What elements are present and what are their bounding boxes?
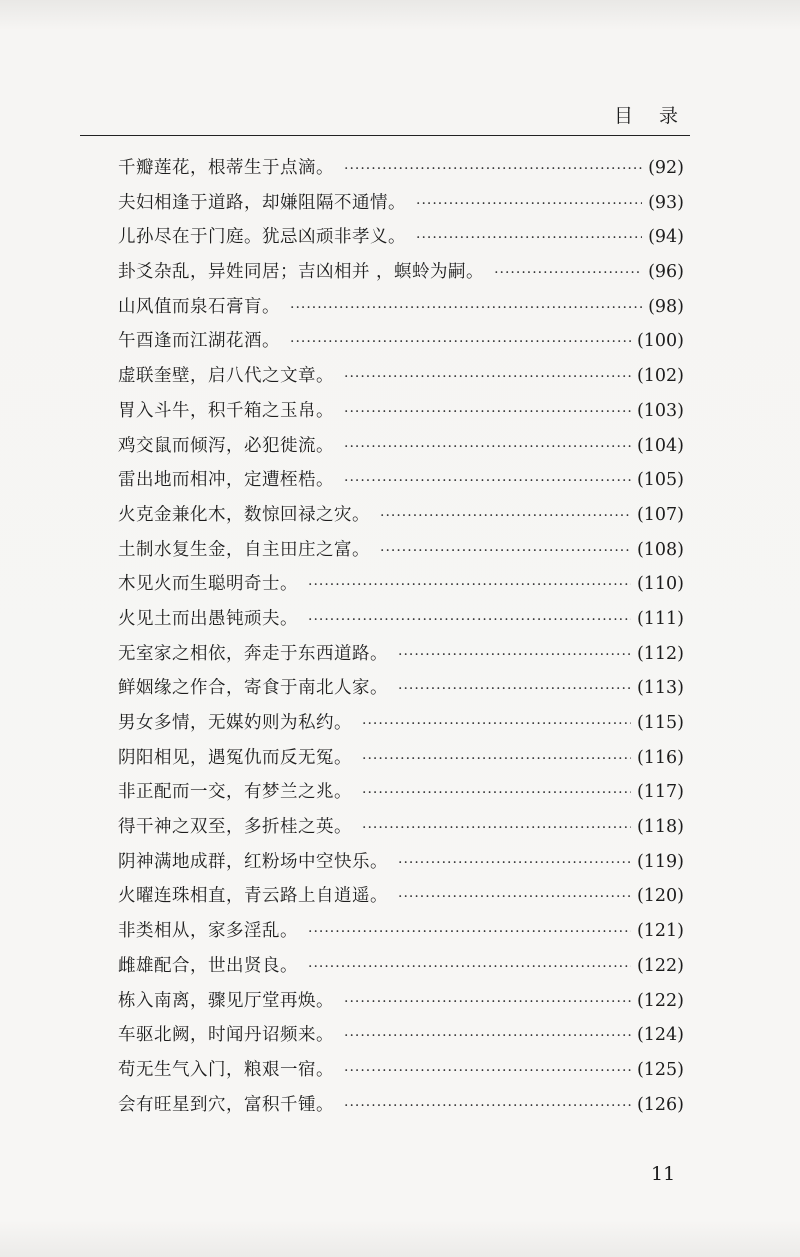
toc-entry-page: (122): [636, 955, 684, 976]
dot-leader: [398, 880, 631, 915]
toc-entry-title: 阴阳相见，遇冤仇而反无冤。: [118, 747, 352, 768]
dot-leader: [416, 187, 642, 222]
dot-leader: [344, 395, 631, 430]
toc-entry[interactable]: [118, 810, 684, 845]
toc-entry-page: (117): [636, 782, 684, 803]
dot-leader: [362, 811, 631, 846]
toc-entry[interactable]: [118, 602, 684, 637]
toc-entry-page: (102): [636, 366, 684, 387]
toc-entry-title: 阴神满地成群，红粉场中空快乐。: [118, 851, 388, 872]
dot-leader: [344, 430, 631, 465]
toc-entry-page: (121): [636, 921, 684, 942]
toc-entry-title: 儿孙尽在于门庭。犹忌凶顽非孝义。: [118, 227, 406, 248]
dot-leader: [290, 291, 642, 326]
toc-entry-title: 千瓣莲花，根蒂生于点滴。: [118, 158, 334, 178]
dot-leader: [308, 603, 631, 638]
toc-entry[interactable]: [118, 741, 684, 776]
toc-entry[interactable]: [118, 914, 684, 949]
dot-leader: [380, 534, 631, 569]
toc-entry-page: (122): [636, 990, 684, 1011]
toc-entry[interactable]: [118, 706, 684, 741]
dot-leader: [344, 152, 642, 187]
dot-leader: [362, 776, 631, 811]
toc-entry-page: (110): [636, 574, 684, 595]
toc-entry-page: (125): [636, 1059, 684, 1080]
toc-entry-page: (100): [636, 331, 684, 352]
table-of-contents: [118, 151, 684, 1122]
toc-entry-page: (112): [636, 643, 684, 664]
toc-entry[interactable]: [118, 429, 684, 464]
toc-entry-title: 土制水复生金，自主田庄之富。: [118, 539, 370, 560]
toc-entry[interactable]: [118, 845, 684, 880]
dot-leader: [494, 256, 642, 291]
toc-entry-page: (98): [648, 296, 684, 317]
toc-entry-page: (115): [636, 713, 684, 733]
dot-leader: [344, 1019, 631, 1054]
toc-entry-page: (96): [648, 262, 684, 283]
toc-entry-page: (120): [636, 886, 684, 907]
dot-leader: [344, 1089, 631, 1124]
dot-leader: [308, 915, 631, 950]
toc-entry-page: (113): [636, 678, 684, 699]
toc-entry-title: 栋入南离，骤见厅堂再焕。: [118, 990, 334, 1011]
toc-entry-page: (111): [636, 608, 684, 629]
toc-entry-page: (119): [636, 851, 684, 872]
toc-entry[interactable]: [118, 498, 684, 533]
toc-entry[interactable]: [118, 359, 684, 394]
dot-leader: [362, 742, 631, 777]
toc-entry[interactable]: [118, 220, 684, 255]
toc-entry[interactable]: [118, 637, 684, 672]
toc-entry-page: (104): [636, 435, 684, 456]
toc-entry-page: (126): [636, 1094, 684, 1115]
toc-entry[interactable]: [118, 324, 684, 359]
toc-entry[interactable]: [118, 775, 684, 810]
toc-entry[interactable]: [118, 1053, 684, 1088]
dot-leader: [398, 672, 631, 707]
toc-entry[interactable]: [118, 533, 684, 568]
toc-entry[interactable]: [118, 1018, 684, 1053]
toc-entry-title: 车驱北阙，时闻丹诏频来。: [118, 1025, 334, 1046]
toc-entry-page: (105): [636, 470, 684, 491]
toc-entry[interactable]: [118, 879, 684, 914]
dot-leader: [308, 568, 631, 603]
toc-entry-page: (107): [636, 504, 684, 525]
running-header: [80, 102, 688, 132]
toc-entry-title: 火克金兼化木，数惊回禄之灾。: [118, 504, 370, 525]
dot-leader: [344, 985, 631, 1020]
toc-entry-title: 夫妇相逢于道路，却嫌阻隔不通情。: [118, 192, 406, 213]
toc-entry-page: (118): [636, 817, 684, 838]
dot-leader: [344, 464, 631, 499]
toc-entry[interactable]: [118, 151, 684, 186]
toc-entry-title: 卦爻杂乱，异姓同居；吉凶相并 ，螟蛉为嗣。: [118, 262, 485, 283]
dot-leader: [308, 950, 631, 985]
toc-entry[interactable]: [118, 671, 684, 706]
toc-entry-title: 鸡交鼠而倾泻，必犯徙流。: [118, 435, 334, 456]
dot-leader: [344, 1054, 631, 1089]
toc-entry-title: 非正配而一交，有梦兰之兆。: [118, 782, 352, 803]
toc-entry[interactable]: [118, 290, 684, 325]
toc-entry-title: 山风值而泉石膏肓。: [118, 296, 280, 317]
toc-entry[interactable]: [118, 394, 684, 429]
header-rule: [80, 135, 690, 136]
toc-entry[interactable]: [118, 186, 684, 221]
toc-entry-page: (93): [648, 192, 684, 213]
toc-entry-title: 会有旺星到穴，富积千锺。: [118, 1094, 334, 1115]
header-title: 目 录: [613, 105, 688, 127]
toc-entry-title: 虚联奎壁，启八代之文章。: [118, 366, 334, 387]
toc-entry[interactable]: [118, 949, 684, 984]
toc-entry-title: 苟无生气入门，粮艰一宿。: [118, 1059, 334, 1080]
toc-entry-page: (124): [636, 1025, 684, 1046]
toc-entry-title: 火见土而出愚钝顽夫。: [118, 608, 298, 629]
toc-entry-title: 午酉逢而江湖花酒。: [118, 331, 280, 352]
toc-entry-title: 木见火而生聪明奇士。: [118, 574, 298, 595]
toc-entry[interactable]: [118, 1088, 684, 1123]
toc-entry-title: 非类相从，家多淫乱。: [118, 921, 298, 942]
toc-entry[interactable]: [118, 567, 684, 602]
toc-entry-title: 火曜连珠相直，青云路上自逍遥。: [118, 886, 388, 907]
page-number: 11: [651, 1163, 676, 1185]
toc-entry[interactable]: [118, 463, 684, 498]
toc-entry-title: 无室家之相依，奔走于东西道路。: [118, 643, 388, 664]
dot-leader: [398, 846, 631, 881]
dot-leader: [416, 221, 642, 256]
toc-entry-title: 雷出地而相冲，定遭桎梏。: [118, 470, 334, 491]
toc-entry-page: (94): [648, 227, 684, 248]
dot-leader: [362, 707, 631, 742]
toc-entry-page: (108): [636, 539, 684, 560]
toc-entry[interactable]: [118, 255, 684, 290]
toc-entry-page: (92): [648, 158, 684, 178]
toc-entry-page: (103): [636, 400, 684, 421]
dot-leader: [380, 499, 631, 534]
toc-entry-title: 男女多情，无媒妁则为私约。: [118, 713, 352, 733]
toc-entry-title: 胃入斗牛，积千箱之玉帛。: [118, 400, 334, 421]
toc-entry-title: 得干神之双至，多折桂之英。: [118, 817, 352, 838]
dot-leader: [344, 360, 631, 395]
toc-entry-page: (116): [636, 747, 684, 768]
dot-leader: [398, 638, 631, 673]
toc-entry-title: 鲜姻缘之作合，寄食于南北人家。: [118, 678, 388, 699]
toc-entry[interactable]: [118, 984, 684, 1019]
dot-leader: [290, 325, 631, 360]
toc-entry-title: 雌雄配合，世出贤良。: [118, 955, 298, 976]
